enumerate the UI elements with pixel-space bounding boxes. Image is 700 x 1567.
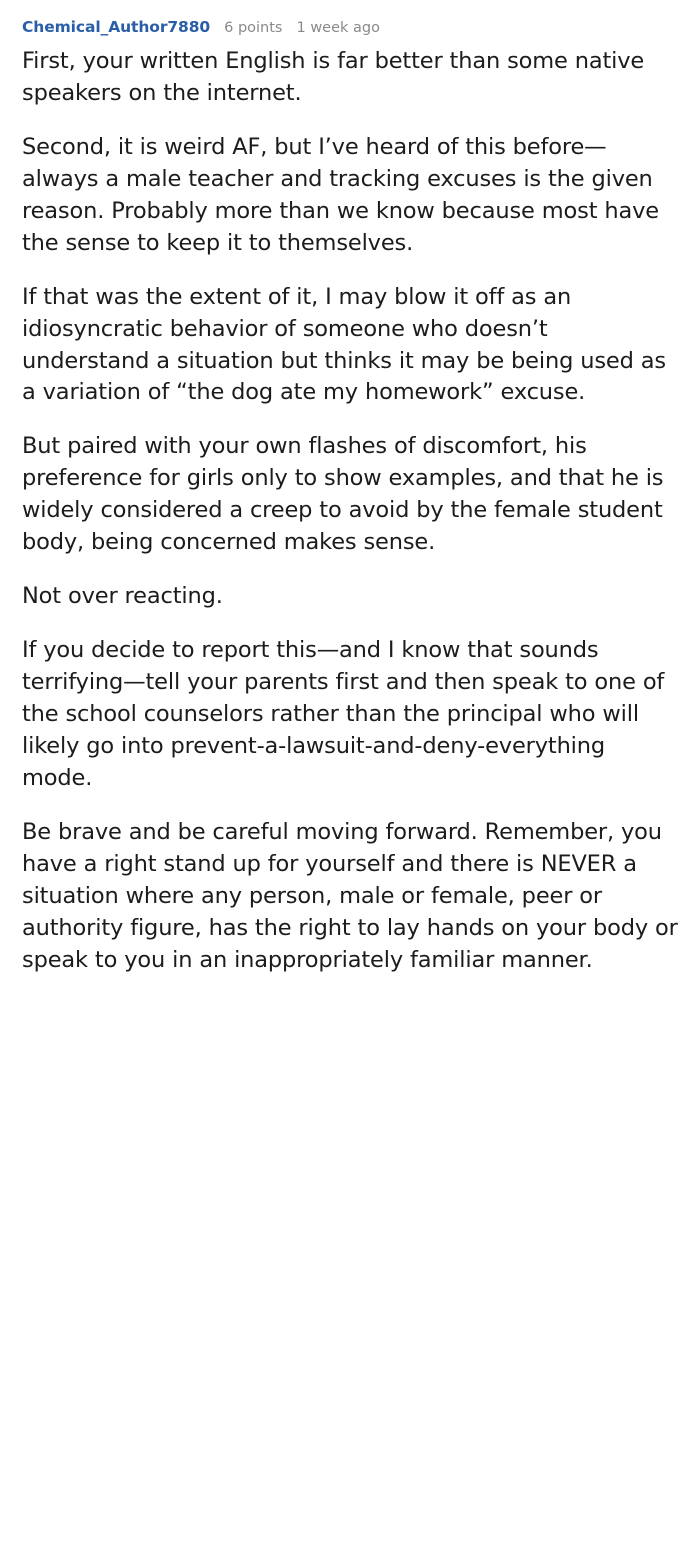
comment-body	[22, 46, 678, 976]
comment-paragraph: But paired with your own flashes of discomfort, his preference for girls only to show examples, and that he is widely considered a creep to avoid by the female student body, being concerned makes sense.	[22, 433, 664, 556]
comment-paragraph: Not over reacting.	[22, 583, 223, 610]
comment-paragraph: Be brave and be careful moving forward. Remember, you have a right stand up for yourself and there is NEVER a situation where any person, male or female, peer or authority figure, has the right to lay hands on your body or speak to you in an inappropriately familiar manner.	[22, 818, 678, 973]
comment-timestamp: 1 week ago	[296, 20, 380, 36]
comment-paragraph: If that was the extent of it, I may blow it off as an idiosyncratic behavior of someone who doesn’t understand a situation but thinks it may be being used as a variation of “the dog ate my homework” excuse.	[22, 283, 666, 406]
comment-author-link[interactable]: Chemical_Author7880	[22, 18, 211, 36]
comment-header	[22, 18, 678, 36]
comment-paragraph: First, your written English is far better than some native speakers on the internet.	[22, 48, 645, 106]
comment-paragraph: Second, it is weird AF, but I’ve heard of this before—always a male teacher and tracking excuses is the given reason. Probably more than we know because most have the sense to keep it to themselves.	[22, 133, 659, 256]
comment-paragraph: If you decide to report this—and I know that sounds terrifying—tell your parents first and then speak to one of the school counselors rather than the principal who will likely go into prevent-a-lawsuit-and-deny-everything mode.	[22, 637, 665, 791]
comment-score: 6 points	[224, 20, 283, 36]
